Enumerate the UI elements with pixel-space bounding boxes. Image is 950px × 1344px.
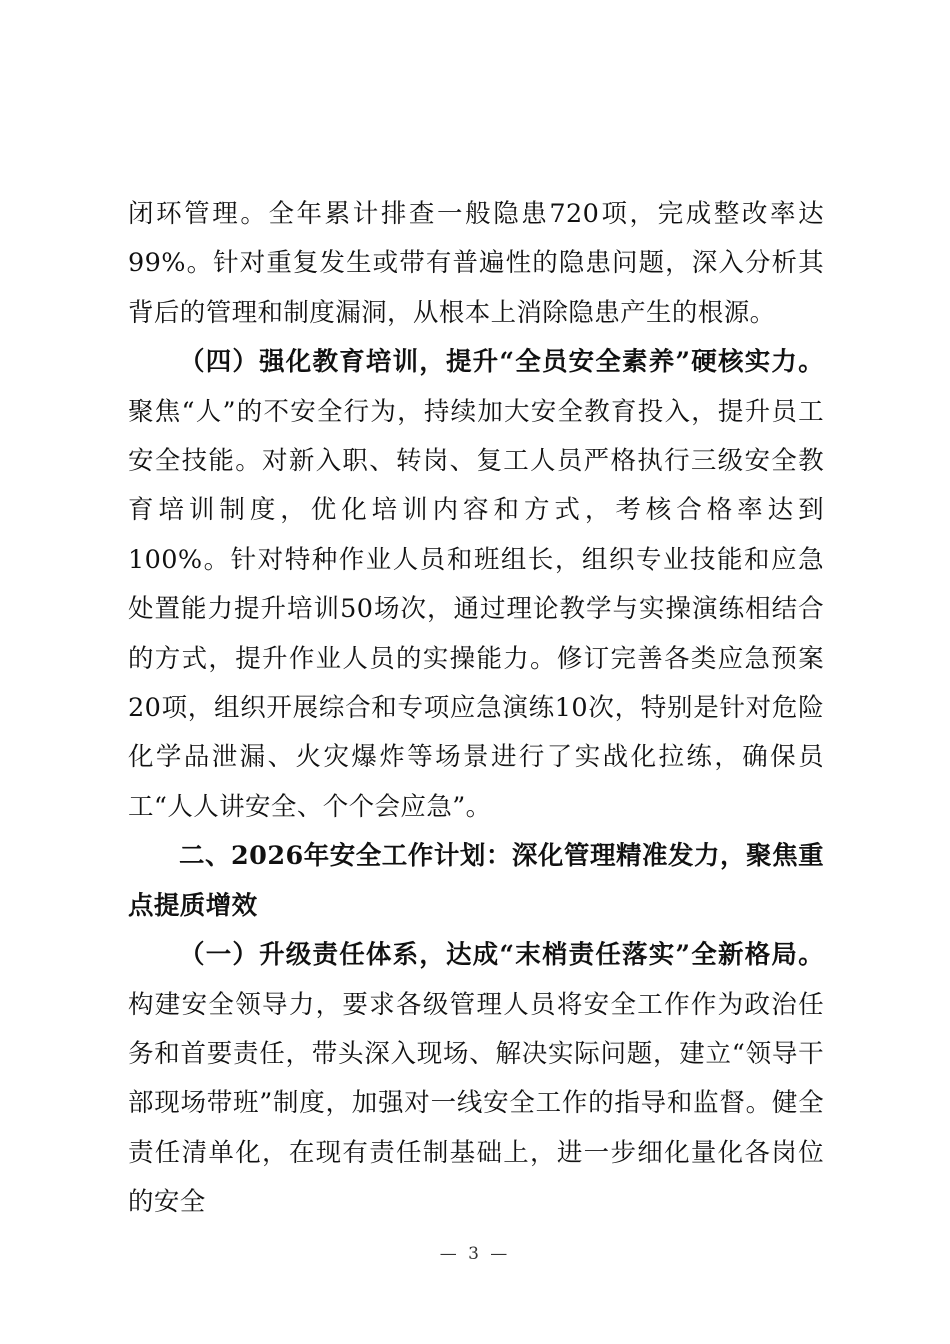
document-body [128,190,824,1228]
paragraph-education-training [128,338,824,832]
section-heading-2026-plan: 二、2026年安全工作计划：深化管理精准发力，聚焦重点提质增效 [128,841,824,921]
page-number: — 3 — [439,1244,511,1264]
subheading-education-training: （四）强化教育培训，提升“全员安全素养”硬核实力。 [179,347,824,378]
paragraph-responsibility-system [128,931,824,1227]
paragraph-responsibility-system-body: 构建安全领导力，要求各级管理人员将安全工作作为政治任务和首要责任，带头深入现场、解决实际问题，建立“领导干部现场带班”制度，加强对一线安全工作的指导和监督。健全责任清单化，在现有责任制基础上，进一步细化量化各岗位的安全 [128,989,824,1218]
paragraph-education-training-body: 聚焦“人”的不安全行为，持续加大安全教育投入，提升员工安全技能。对新入职、转岗、复工人员严格执行三级安全教育培训制度，优化培训内容和方式，考核合格率达到100%。针对特种作业人员和班组长，组织专业技能和应急处置能力提升培训50场次，通过理论教学与实操演练相结合的方式，提升作业人员的实操能力。修订完善各类应急预案20项，组织开展综合和专项应急演练10次，特别是针对危险化学品泄漏、火灾爆炸等场景进行了实战化拉练，确保员工“人人讲安全、个个会应急”。 [128,396,824,822]
paragraph-continuation: 闭环管理。全年累计排查一般隐患720项，完成整改率达99%。针对重复发生或带有普遍性的隐患问题，深入分析其背后的管理和制度漏洞，从根本上消除隐患产生的根源。 [128,199,824,328]
subheading-responsibility-system: （一）升级责任体系，达成“末梢责任落实”全新格局。 [179,940,824,971]
